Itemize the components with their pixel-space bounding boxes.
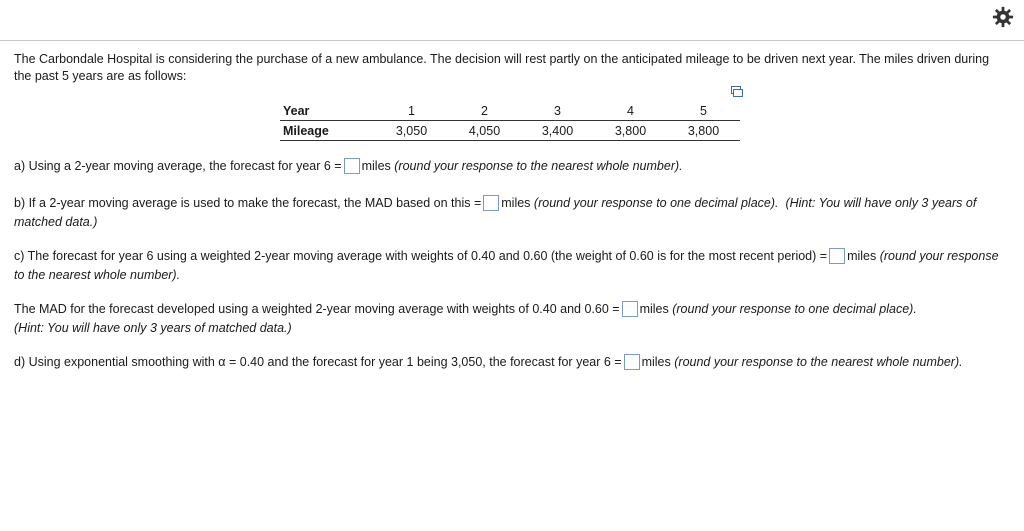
question-c2-unit: miles (639, 302, 669, 316)
question-d-text: d) Using exponential smoothing with α = 0.40 and the forecast for year 1 being 3,050, the forecast for year 6 = (14, 355, 622, 369)
question-d-note: (round your response to the nearest whole number). (674, 355, 963, 369)
question-b-text: b) If a 2-year moving average is used to make the forecast, the MAD based on this = (14, 196, 482, 210)
question-c2-text: The MAD for the forecast developed using a weighted 2-year moving average with weights of 0.40 and 0.60 = (14, 302, 620, 316)
question-d (14, 353, 1009, 372)
copy-table-icon[interactable] (731, 86, 743, 98)
question-c (14, 247, 1009, 285)
question-c2-hint: (Hint: You will have only 3 years of matched data.) (14, 321, 292, 335)
question-c-text: c) The forecast for year 6 using a weighted 2-year moving average with weights of 0.40 and 0.60 (the weight of 0.60 is for the most recent period) = (14, 249, 828, 263)
question-b-hint: (Hint: You will have only 3 years of matched data.) (14, 196, 977, 229)
question-c-unit: miles (847, 249, 877, 263)
mileage-table (280, 101, 740, 141)
answer-c-input[interactable] (829, 248, 845, 264)
header-divider (0, 40, 1024, 41)
answer-b-input[interactable] (483, 195, 499, 211)
mileage-cell: 3,800 (594, 121, 667, 141)
question-b (14, 194, 1009, 232)
table-row (280, 121, 740, 141)
year-cell: 1 (375, 101, 448, 121)
question-b-unit: miles (501, 196, 531, 210)
year-cell: 5 (667, 101, 740, 121)
mileage-cell: 3,050 (375, 121, 448, 141)
answer-c2-input[interactable] (622, 301, 638, 317)
year-header: Year (280, 101, 375, 121)
question-c2-note: (round your response to one decimal place). (672, 302, 917, 316)
mileage-header: Mileage (280, 121, 375, 141)
year-cell: 4 (594, 101, 667, 121)
question-c-note: (round your response to the nearest whole number). (14, 249, 999, 282)
question-c2 (14, 300, 1009, 338)
answer-d-input[interactable] (624, 354, 640, 370)
gear-icon[interactable] (992, 6, 1014, 28)
mileage-cell: 3,400 (521, 121, 594, 141)
year-cell: 2 (448, 101, 521, 121)
mileage-cell: 4,050 (448, 121, 521, 141)
table-row (280, 101, 740, 121)
question-a (14, 157, 1009, 176)
question-b-note: (round your response to one decimal place). (533, 196, 779, 210)
question-a-note: (round your response to the nearest whole number). (394, 159, 683, 173)
answer-a-input[interactable] (344, 158, 360, 174)
question-d-unit: miles (641, 355, 671, 369)
year-cell: 3 (521, 101, 594, 121)
mileage-cell: 3,800 (667, 121, 740, 141)
question-a-unit: miles (361, 159, 391, 173)
question-a-text: a) Using a 2-year moving average, the forecast for year 6 = (14, 159, 342, 173)
problem-intro: The Carbondale Hospital is considering the purchase of a new ambulance. The decision will rest partly on the anticipated mileage to be driven next year. The miles driven during the past 5 years are as follows: (14, 52, 990, 83)
